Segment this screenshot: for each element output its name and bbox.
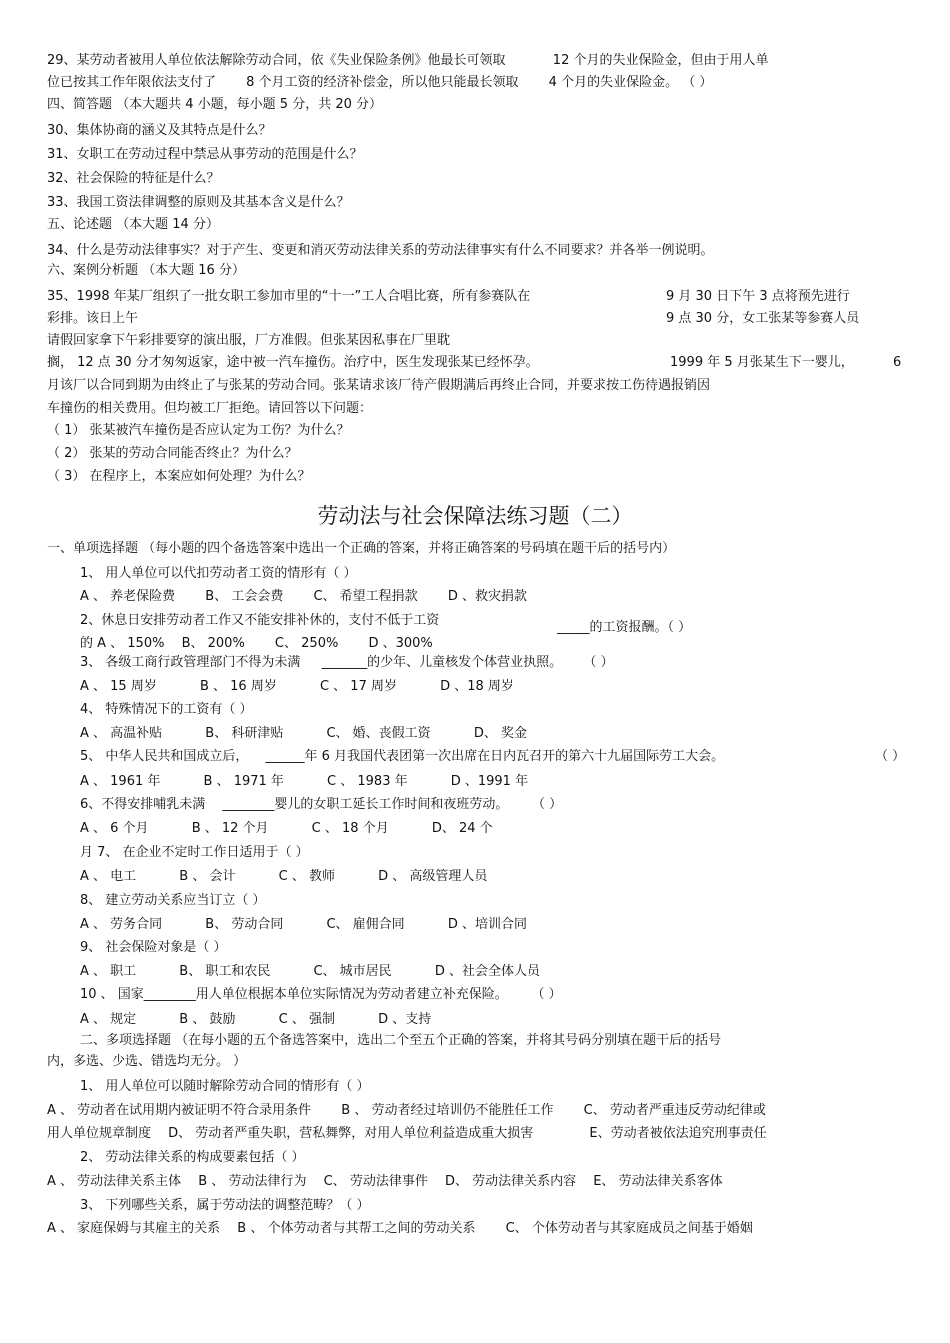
q35-line1-left: 35、1998 年某厂组织了一批女职工参加市里的“十一”工人合唱比赛，所有参赛队在 (47, 289, 531, 304)
single-q9-options: A 、 职工 B、 职工和农民 C、 城市居民 D 、社会全体人员 (80, 964, 540, 979)
multi-q3-options: A 、 家庭保姆与其雇主的关系 B 、 个体劳动者与其帮工之间的劳动关系 C、 个体劳动者与其家庭成员之间基于婚姻 (47, 1221, 753, 1236)
single-q4-options: A 、 高温补贴 B、 科研津贴 C、 婚、丧假工资 D、 奖金 (80, 726, 527, 741)
multi-q1: 1、 用人单位可以随时解除劳动合同的情形有（ ） (80, 1079, 370, 1094)
single-q2-options: 的 A 、 150% B、 200% C、 250% D 、300% (80, 636, 433, 651)
q34: 34、什么是劳动法律事实？对于产生、变更和消灭劳动法律关系的劳动法律事实有什么不同要求？并各举一例说明。 (47, 243, 714, 258)
q35-line4-middle: 1999 年 5 月张某生下一婴儿， (670, 355, 854, 370)
q35-line1-right: 9 月 30 日下午 3 点将预先进行 (666, 289, 850, 304)
q30: 30、集体协商的涵义及其特点是什么？ (47, 123, 272, 138)
single-q3-options: A 、 15 周岁 B 、 16 周岁 C 、 17 周岁 D 、18 周岁 (80, 679, 514, 694)
q35-sub3: （ 3） 在程序上，本案应如何处理？为什么？ (47, 469, 311, 484)
section2-heading: 二、多项选择题 （在每小题的五个备选答案中，选出二个至五个正确的答案，并将其号码分别填在题干后的括号 (80, 1033, 722, 1048)
q35-line6: 车撞伤的相关费用。但均被工厂拒绝。请回答以下问题： (47, 401, 373, 416)
q35-line5: 月该厂以合同到期为由终止了与张某的劳动合同。张某请求该厂待产假期满后再终止合同，并要求按工伤待遇报销因 (47, 378, 711, 393)
multi-q3: 3、 下列哪些关系，属于劳动法的调整范畴？（ ） (80, 1198, 370, 1213)
single-q5-bracket: （ ） (875, 749, 906, 764)
multi-q2-options: A 、 劳动法律关系主体 B 、 劳动法律行为 C、 劳动法律事件 D、 劳动法律关系内容 E、 劳动法律关系客体 (47, 1174, 723, 1189)
single-q3: 3、 各级工商行政管理部门不得为未满 _______的少年、儿童核发个体营业执照。 （ ） (80, 655, 614, 670)
multi-q2: 2、 劳动法律关系的构成要素包括（ ） (80, 1150, 305, 1165)
q29-line2: 位已按其工作年限依法支付了 8 个月工资的经济补偿金，所以他只能最长领取 4 个月的失业保险金。 （ ） (47, 75, 713, 90)
section1-heading: 一、单项选择题 （每小题的四个备选答案中选出一个正确的答案，并将正确答案的号码填在题干后的括号内） (47, 541, 676, 556)
section2-heading-cont: 内，多选、少选、错选均无分。 ） (47, 1054, 247, 1069)
single-q4: 4、 特殊情况下的工资有（ ） (80, 702, 253, 717)
single-q6-options: A 、 6 个月 B 、 12 个月 C 、 18 个月 D、 24 个 (80, 821, 493, 836)
q35-line4-right: 6 (893, 355, 902, 370)
q35-sub1: （ 1） 张某被汽车撞伤是否应认定为工伤？为什么？ (47, 423, 350, 438)
single-q2-right: _____的工资报酬。（ ） (557, 620, 692, 635)
single-q8-options: A 、 劳务合同 B、 劳动合同 C、 雇佣合同 D 、培训合同 (80, 917, 527, 932)
single-q5-options: A 、 1961 年 B 、 1971 年 C 、 1983 年 D 、1991 年 (80, 774, 529, 789)
q35-line4-left: 搁， 12 点 30 分才匆匆返家，途中被一汽车撞伤。治疗中，医生发现张某已经怀孕。 (47, 355, 539, 370)
q33: 33、我国工资法律调整的原则及其基本含义是什么？ (47, 195, 350, 210)
multi-q1-options-line1: A 、 劳动者在试用期内被证明不符合录用条件 B 、 劳动者经过培训仍不能胜任工作 C、 劳动者严重违反劳动纪律或 (47, 1103, 766, 1118)
single-q7-options: A 、 电工 B 、 会计 C 、 教师 D 、 高级管理人员 (80, 869, 488, 884)
q35-sub2: （ 2） 张某的劳动合同能否终止？为什么？ (47, 446, 298, 461)
single-q2-left: 2、休息日安排劳动者工作又不能安排补休的，支付不低于工资 (80, 613, 440, 628)
single-q7: 月 7、 在企业不定时工作日适用于（ ） (80, 845, 309, 860)
section6-heading: 六、案例分析题 （本大题 16 分） (47, 263, 245, 278)
section5-heading: 五、论述题 （本大题 14 分） (47, 217, 219, 232)
single-q9: 9、 社会保险对象是（ ） (80, 940, 227, 955)
single-q5: 5、 中华人民共和国成立后， ______年 6 月我国代表团第一次出席在日内瓦召开的第六十九届国际劳工大会。 (80, 749, 725, 764)
q35-line2-left: 彩排。该日上午 (47, 311, 139, 326)
multi-q1-options-line2: 用人单位规章制度 D、 劳动者严重失职，营私舞弊，对用人单位利益造成重大损害 E、劳动者被依法追究刑事责任 (47, 1126, 767, 1141)
q35-line2-right: 9 点 30 分，女工张某等参赛人员 (666, 311, 860, 326)
q32: 32、社会保险的特征是什么？ (47, 171, 220, 186)
single-q10: 10 、 国家________用人单位根据本单位实际情况为劳动者建立补充保险。 （ ） (80, 987, 562, 1002)
section4-heading: 四、简答题 （本大题共 4 小题，每小题 5 分，共 20 分） (47, 97, 383, 112)
q29-line1: 29、某劳动者被用人单位依法解除劳动合同，依《失业保险条例》他最长可领取 12 个月的失业保险金，但由于用人单 (47, 53, 769, 68)
q35-line3: 请假回家拿下午彩排要穿的演出服，厂方准假。但张某因私事在厂里耽 (47, 333, 451, 348)
single-q8: 8、 建立劳动关系应当订立（ ） (80, 893, 266, 908)
q31: 31、女职工在劳动过程中禁忌从事劳动的范围是什么？ (47, 147, 363, 162)
single-q10-options: A 、 规定 B 、 鼓励 C 、 强制 D 、支持 (80, 1012, 432, 1027)
single-q6: 6、不得安排哺乳未满 ________婴儿的女职工延长工作时间和夜班劳动。 （ ） (80, 797, 563, 812)
single-q1-options: A 、 养老保险费 B、 工会会费 C、 希望工程捐款 D 、救灾捐款 (80, 589, 527, 604)
page-title: 劳动法与社会保障法练习题（二） (317, 504, 633, 528)
single-q1: 1、 用人单位可以代扣劳动者工资的情形有（ ） (80, 566, 357, 581)
